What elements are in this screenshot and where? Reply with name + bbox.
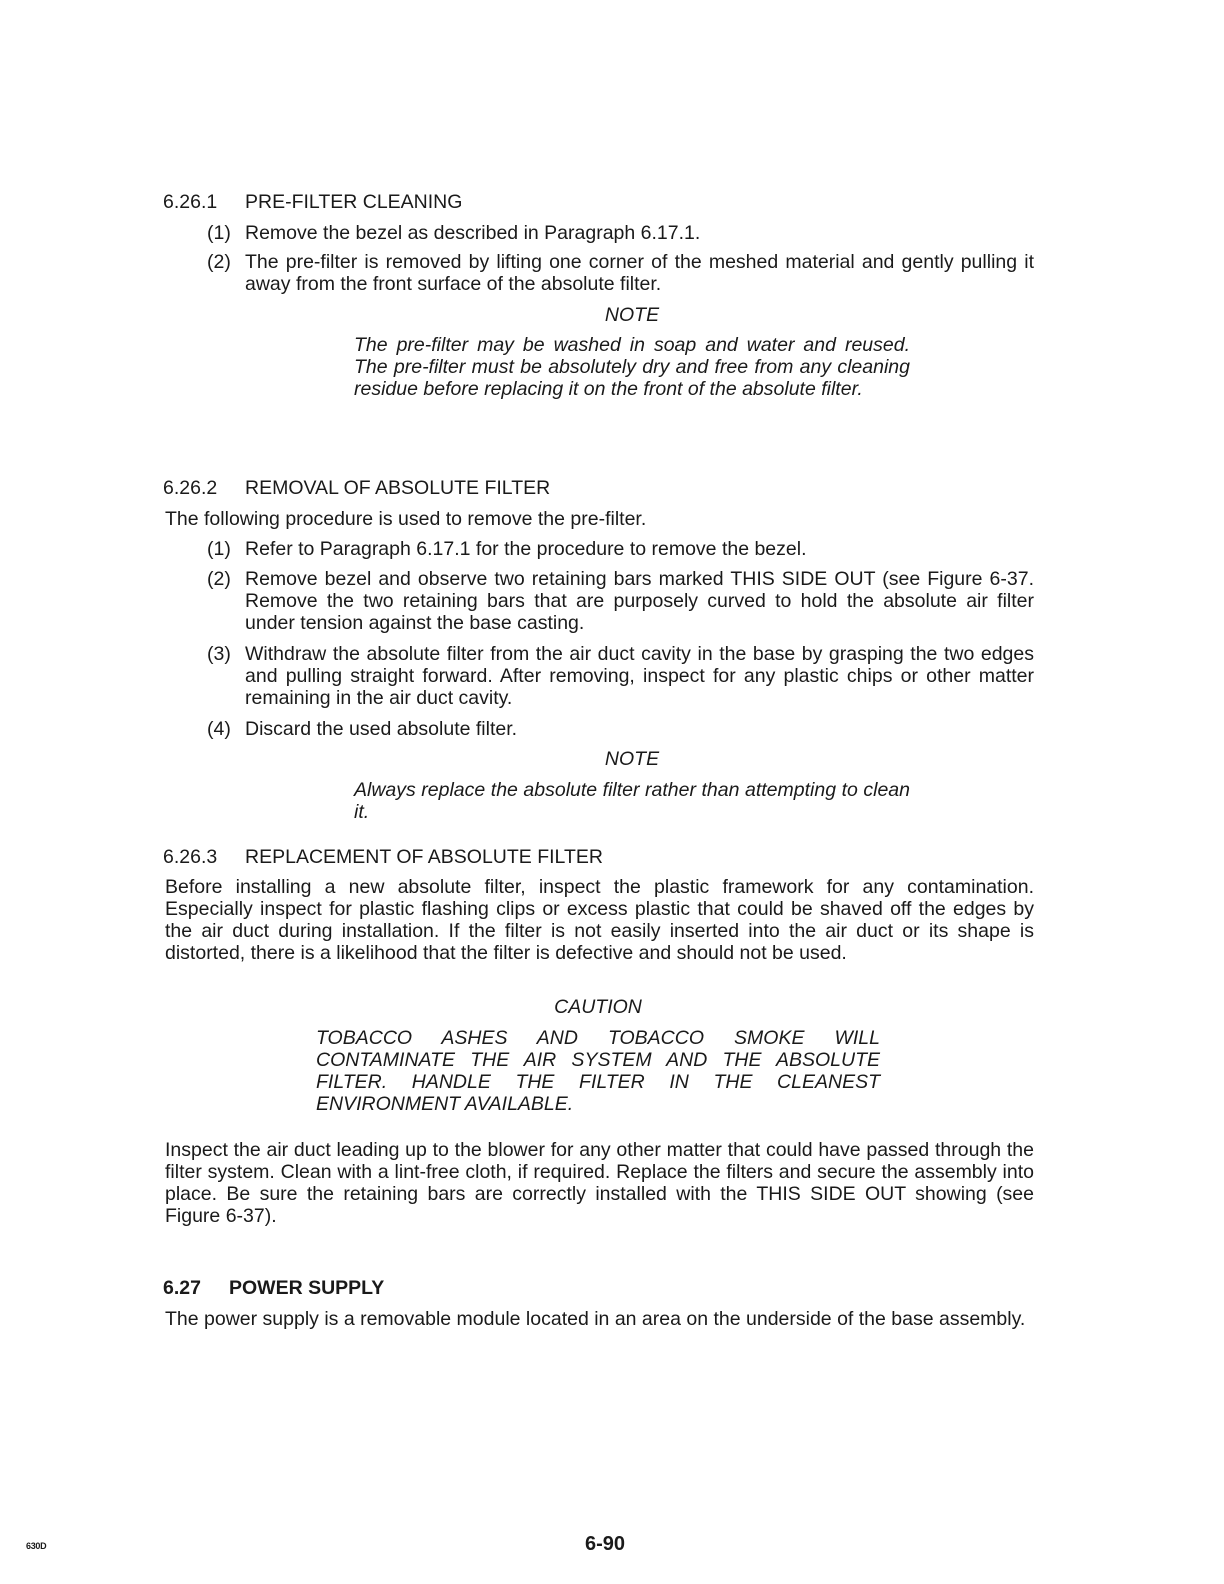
step-number: (1)	[207, 538, 231, 560]
caution-label: CAUTION	[554, 996, 642, 1018]
step-item	[207, 538, 1034, 560]
step-text: Discard the used absolute filter.	[245, 718, 518, 740]
step-text: Remove the bezel as described in Paragraph 6.17.1.	[245, 222, 701, 244]
caution-text: TOBACCO ASHES AND TOBACCO SMOKE WILL CONTAMINATE THE AIR SYSTEM AND THE ABSOLUTE FILTER. HANDLE THE FILTER IN THE CLEANEST ENVIRONMENT AVAILABLE.	[316, 1027, 880, 1115]
step-number: (2)	[207, 568, 231, 590]
step-item	[207, 251, 1034, 295]
step-item	[207, 568, 1034, 634]
model-number: 630D	[26, 1541, 47, 1551]
step-item	[207, 718, 1034, 740]
step-item	[207, 643, 1034, 709]
section-heading-6-27	[163, 1277, 384, 1299]
section-title: REMOVAL OF ABSOLUTE FILTER	[245, 477, 551, 499]
step-text: Withdraw the absolute filter from the air duct cavity in the base by grasping the two edges and pulling straight forward. After removing, inspect for any plastic chips or other matter remaining in the air duct cavity.	[245, 643, 1034, 709]
note-text: Always replace the absolute filter rather than attempting to clean it.	[354, 779, 910, 823]
section-number: 6.26.2	[163, 477, 218, 499]
section-title: POWER SUPPLY	[229, 1277, 385, 1299]
section-number: 6.26.1	[163, 191, 218, 213]
step-item	[207, 222, 1034, 244]
section-heading-6-26-2	[163, 477, 550, 499]
section-intro: The following procedure is used to remove the pre-filter.	[165, 508, 647, 530]
section-heading-6-26-1	[163, 191, 462, 213]
section-title: PRE-FILTER CLEANING	[245, 191, 463, 213]
step-number: (1)	[207, 222, 231, 244]
step-number: (4)	[207, 718, 231, 740]
page-number: 6-90	[584, 1533, 626, 1555]
step-number: (2)	[207, 251, 231, 273]
section-number: 6.26.3	[163, 846, 218, 868]
section-body: The power supply is a removable module located in an area on the underside of the base assembly.	[165, 1308, 1026, 1330]
step-text: Refer to Paragraph 6.17.1 for the procedure to remove the bezel.	[245, 538, 807, 560]
note-label: NOTE	[604, 748, 660, 770]
section-body-continued: Inspect the air duct leading up to the blower for any other matter that could have passed through the filter system. Clean with a lint-free cloth, if required. Replace the filters and secure the assembly into place. Be sure the retaining bars are correctly installed with the THIS SIDE OUT showing (see Figure 6-37).	[165, 1139, 1034, 1227]
step-text: The pre-filter is removed by lifting one corner of the meshed material and gently pulling it away from the front surface of the absolute filter.	[245, 251, 1034, 295]
step-number: (3)	[207, 643, 231, 665]
section-heading-6-26-3	[163, 846, 603, 868]
note-text: The pre-filter may be washed in soap and water and reused. The pre-filter must be absolutely dry and free from any cleaning residue before replacing it on the front of the absolute filter.	[354, 334, 910, 400]
section-number: 6.27	[163, 1277, 201, 1299]
step-text: Remove bezel and observe two retaining bars marked THIS SIDE OUT (see Figure 6-37. Remove the two retaining bars that are purposely curved to hold the absolute air filter under tension against the base casting.	[245, 568, 1034, 634]
section-body: Before installing a new absolute filter, inspect the plastic framework for any contamination. Especially inspect for plastic flashing clips or excess plastic that could be shaved off the edges by the air duct during installation. If the filter is not easily inserted into the air duct or its shape is distorted, there is a likelihood that the filter is defective and should not be used.	[165, 876, 1034, 964]
note-label: NOTE	[604, 304, 660, 326]
section-title: REPLACEMENT OF ABSOLUTE FILTER	[245, 846, 603, 868]
